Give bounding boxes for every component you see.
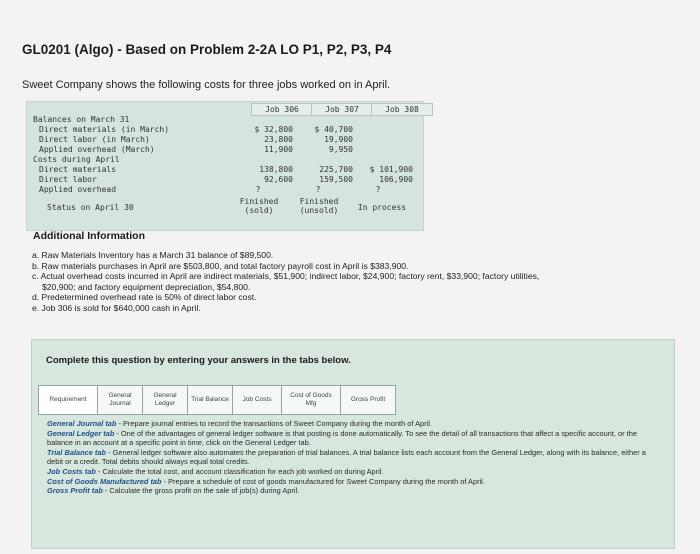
job-306-header: Job 306 [251, 103, 313, 116]
description-text: - Calculate the gross profit on the sale of job(s) during April. [102, 486, 300, 496]
tab-job-costs[interactable]: Job Costs [232, 385, 282, 415]
tab-gross-profit[interactable]: Gross Profit [340, 385, 396, 415]
description-name: Trial Balance tab [47, 447, 107, 457]
cell-value: 23,800 [264, 135, 293, 144]
cell-value: 106,900 [379, 175, 413, 184]
list-item: b. Raw materials purchases in April are $503,800, and total factory payroll cost in April is $383,900. [32, 260, 409, 271]
tab-general-ledger[interactable]: General Ledger [142, 385, 188, 415]
description-text: - Prepare journal entries to record the transactions of Sweet Company during the month of April. [116, 419, 432, 428]
cell-value: $ 40,700 [314, 125, 353, 134]
additional-info-list [32, 250, 682, 314]
list-item: a. Raw Materials Inventory has a March 31 balance of $89,500. [32, 250, 274, 260]
cell-value: 19,900 [324, 135, 353, 144]
cell-value: $ 101,900 [369, 165, 413, 174]
cell-value: 159,500 [319, 175, 353, 184]
table-row [27, 145, 423, 155]
page-title: GL0201 (Algo) - Based on Problem 2-2A LO P1, P2, P3, P4 [22, 42, 392, 57]
table-row [27, 175, 423, 185]
balances-heading: Balances on March 31 [33, 115, 130, 124]
description-general-journal [47, 419, 662, 429]
cell-value: ? [375, 185, 381, 194]
status-job-306: Finished (sold) [239, 197, 279, 215]
description-text: - Calculate the total cost, and account classification for each job worked on during April. [95, 466, 384, 476]
description-name: General Ledger tab [47, 428, 115, 438]
list-item: d. Predetermined overhead rate is 50% of direct labor cost. [32, 292, 257, 303]
description-name: Cost of Goods Manufactured tab [47, 476, 162, 486]
additional-info-heading: Additional Information [33, 230, 145, 242]
list-item: e. Job 306 is sold for $640,000 cash in April. [32, 302, 201, 313]
description-name: Job Costs tab [47, 466, 96, 476]
row-label: Applied overhead [39, 185, 117, 194]
table-row [27, 135, 423, 145]
tab-trial-balance[interactable]: Trial Balance [187, 385, 233, 415]
question-prompt: Complete this question by entering your answers in the tabs below. [46, 355, 351, 366]
description-job-costs [47, 467, 662, 477]
tab-bar [38, 385, 395, 415]
list-item: c. Actual overhead costs incurred in April are indirect materials, $51,900; indirect labor, $24,900; factory rent, $33,900; factory utilities, [32, 271, 540, 282]
cell-value: 92,600 [264, 175, 293, 184]
cell-value: 11,900 [264, 145, 293, 154]
description-name: Gross Profit tab [47, 486, 103, 496]
tab-general-journal[interactable]: General Journal [97, 385, 143, 415]
job-307-header: Job 307 [311, 103, 373, 116]
description-text: - General ledger software also automates the preparation of trial balances. A trial balance lists each account from the General Ledger, along with its balance, either a debit or a credit. Total debits should always equal total credits. [47, 447, 646, 467]
costs-heading: Costs during April [33, 155, 120, 164]
row-label: Direct materials (in March) [39, 125, 170, 134]
cell-value: ? [255, 185, 261, 194]
tab-descriptions [47, 419, 662, 496]
cell-value: 9,950 [328, 145, 353, 154]
cell-value: $ 32,800 [254, 125, 293, 134]
cell-value: 225,700 [319, 165, 353, 174]
status-job-308: In process [357, 203, 407, 212]
row-label: Applied overhead (March) [39, 145, 155, 154]
row-label: Direct labor [39, 175, 97, 184]
list-item: $20,900; and factory equipment depreciation, $54,800. [42, 281, 251, 292]
description-text: - One of the advantages of general ledger software is that posting is done automatically. To see the detail of all transactions that affect a specific account, or the balance in an account at a specific point in time, click on the General Ledger tab. [47, 428, 637, 448]
intro-text: Sweet Company shows the following costs for three jobs worked on in April. [22, 79, 391, 91]
row-label: Direct materials [39, 165, 117, 174]
status-job-307: Finished (unsold) [299, 197, 339, 215]
description-trial-balance [47, 448, 662, 467]
table-row [27, 125, 423, 135]
description-name: General Journal tab [47, 419, 117, 428]
status-label: Status on April 30 [47, 203, 134, 212]
description-general-ledger [47, 429, 662, 448]
table-row [27, 165, 423, 175]
table-row [27, 185, 423, 195]
tab-cost-of-goods-mfg[interactable]: Cost of Goods Mfg [281, 385, 341, 415]
description-text: - Prepare a schedule of cost of goods manufactured for Sweet Company during the month of April. [161, 476, 485, 486]
description-gross-profit [47, 486, 662, 496]
cell-value: ? [315, 185, 321, 194]
row-label: Direct labor (in March) [39, 135, 150, 144]
job-308-header: Job 308 [371, 103, 433, 116]
question-panel [31, 339, 675, 549]
description-cost-of-goods-mfg [47, 477, 662, 487]
tab-requirement[interactable]: Requirement [38, 385, 98, 415]
job-cost-table [26, 101, 424, 231]
cell-value: 138,800 [259, 165, 293, 174]
